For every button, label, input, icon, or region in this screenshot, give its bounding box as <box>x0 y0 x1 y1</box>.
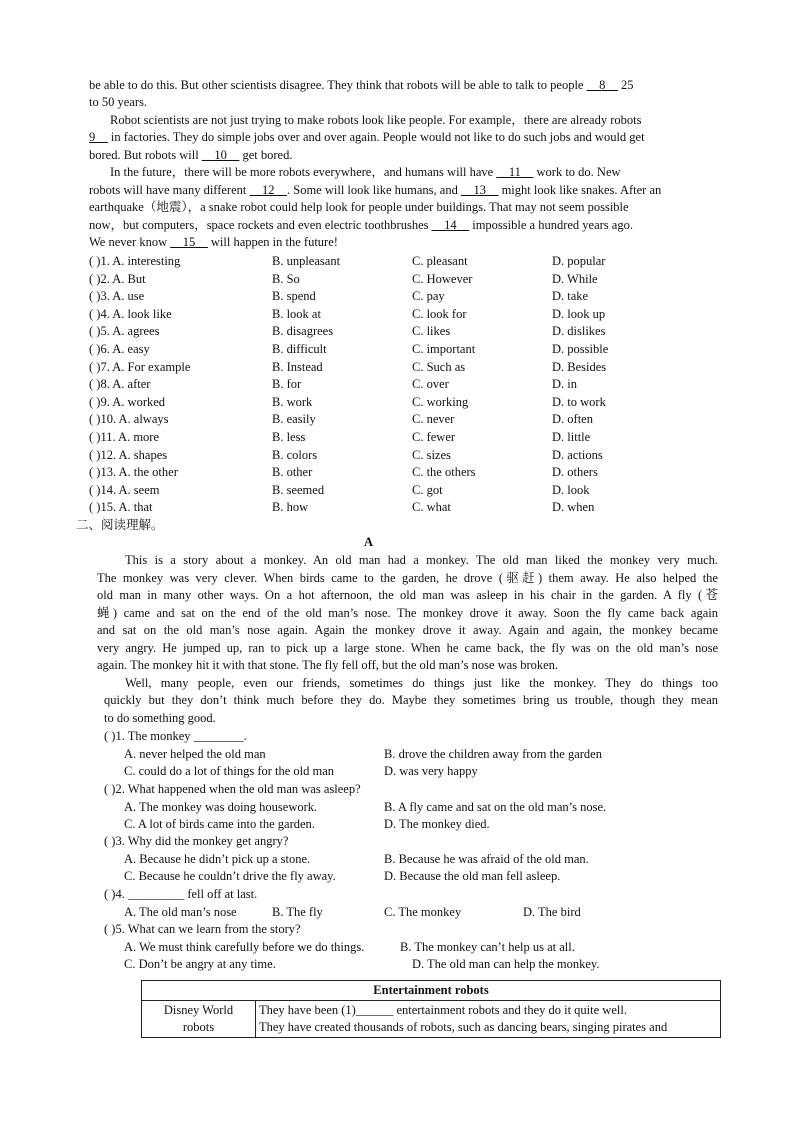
cloze-question-item: ( )9. A. worked <box>89 394 166 409</box>
cloze-option-c: C. However <box>412 271 473 286</box>
passage-line: 蝇) came and sat on the end of the old man’s nose. The monkey drove it away. Soon the fly came back again <box>97 605 718 620</box>
cloze-option-c: C. working <box>412 394 469 409</box>
section-title: 二、阅读理解。 <box>76 518 164 532</box>
cloze-option-d: D. look <box>552 482 590 497</box>
cloze-option-b: B. look at <box>272 306 321 321</box>
cloze-option-b: B. less <box>272 430 306 444</box>
cloze-option-c: C. sizes <box>412 447 451 462</box>
cloze-question-item: ( )13. A. the other <box>89 465 178 480</box>
blank-13: __13__ <box>460 183 499 197</box>
entertainment-robots-table <box>141 980 721 1038</box>
cloze-option-c: C. over <box>412 377 449 392</box>
cloze-option-d: D. While <box>552 271 598 286</box>
cloze-option-c: C. the others <box>412 465 476 480</box>
cloze-question-item: ( )7. A. For example <box>89 359 191 374</box>
passage-line: quickly but they don’t think much before they do. Maybe they sometimes bring us trouble, though they mean <box>104 693 718 707</box>
cloze-option-b: B. other <box>272 465 313 480</box>
cloze-option-d: D. actions <box>552 447 603 462</box>
reading-option-d: D. The bird <box>523 904 581 919</box>
reading-question-stem: ( )4. _________ fell off at last. <box>104 887 258 901</box>
reading-question-stem: ( )3. Why did the monkey get angry? <box>104 834 289 848</box>
reading-option-c: C. A lot of birds came into the garden. <box>124 817 315 831</box>
cloze-option-d: D. little <box>552 430 591 444</box>
reading-option-a: A. We must think carefully before we do things. <box>124 939 365 954</box>
cloze-option-d: D. to work <box>552 394 606 409</box>
cloze-question-item: ( )4. A. look like <box>89 306 172 321</box>
reading-question-stem: ( )1. The monkey ________. <box>104 729 247 743</box>
cloze-line-10: We never know __15__ will happen in the future! <box>89 235 338 249</box>
cloze-question-item: ( )1. A. interesting <box>89 254 181 268</box>
cloze-option-c: C. pay <box>412 289 445 304</box>
cloze-option-b: B. seemed <box>272 482 325 497</box>
cloze-option-b: B. work <box>272 394 313 409</box>
reading-option-a: A. The monkey was doing housework. <box>124 799 318 814</box>
blank-12: __12__ <box>249 183 287 197</box>
cloze-option-b: B. difficult <box>272 342 327 356</box>
cloze-option-b: B. how <box>272 500 309 515</box>
cloze-option-b: B. spend <box>272 289 316 304</box>
cloze-option-b: B. unpleasant <box>272 254 341 268</box>
reading-option-d: D. The old man can help the monkey. <box>412 957 600 971</box>
reading-question-stem: ( )5. What can we learn from the story? <box>104 922 301 936</box>
cloze-option-d: D. dislikes <box>552 324 606 339</box>
cloze-question-item: ( )3. A. use <box>89 289 145 304</box>
cloze-option-c: C. what <box>412 500 451 515</box>
cloze-line-6: In the future，there will be more robots everywhere，and humans will have __11__ work to do. New <box>110 165 621 179</box>
cloze-option-b: B. disagrees <box>272 324 334 339</box>
reading-option-c: C. Because he couldn’t drive the fly away. <box>124 869 336 883</box>
cloze-option-d: D. when <box>552 500 595 515</box>
passage-label: A <box>364 535 374 549</box>
passage-line: very angry. He jumped up, ran to pick up a large stone. When he came back, the fly was on the old man’s nose <box>97 640 718 655</box>
cloze-option-d: D. popular <box>552 254 606 268</box>
reading-option-c: C. could do a lot of things for the old man <box>124 764 335 778</box>
reading-option-b: B. A fly came and sat on the old man’s nose. <box>384 799 607 814</box>
reading-question-stem: ( )2. What happened when the old man was asleep? <box>104 782 361 796</box>
reading-option-d: D. was very happy <box>384 764 478 778</box>
passage-line: to do something good. <box>104 710 216 725</box>
cloze-question-item: ( )8. A. after <box>89 377 151 392</box>
reading-option-a: A. never helped the old man <box>124 746 266 761</box>
cloze-option-b: B. colors <box>272 447 318 462</box>
cloze-option-b: B. easily <box>272 412 316 427</box>
cloze-option-b: B. Instead <box>272 359 323 374</box>
reading-option-a: A. Because he didn’t pick up a stone. <box>124 851 311 866</box>
cloze-option-b: B. for <box>272 377 302 392</box>
cloze-line-9: now，but computers，space rockets and even electric toothbrushes __14__ impossible a hundred years ago. <box>89 218 633 232</box>
cloze-question-item: ( )11. A. more <box>89 430 160 444</box>
cloze-option-c: C. Such as <box>412 359 466 374</box>
reading-option-d: D. Because the old man fell asleep. <box>384 869 561 883</box>
cloze-option-c: C. look for <box>412 306 467 321</box>
reading-option-b: B. Because he was afraid of the old man. <box>384 851 589 866</box>
passage-line: old man in many other ways. On a hot afternoon, the old man was asleep in his chair in the garden. A fly (苍 <box>97 588 718 602</box>
cloze-line-8: earthquake（地震），a snake robot could help look for people under buildings. That may not seem possible <box>89 200 629 214</box>
reading-option-d: D. The monkey died. <box>384 817 490 831</box>
cloze-line-3: Robot scientists are not just trying to make robots look like people. For example，there are already robots <box>110 113 642 127</box>
reading-option-c: C. Don’t be angry at any time. <box>124 957 276 971</box>
cloze-option-c: C. pleasant <box>412 254 468 268</box>
reading-option-b: B. drove the children away from the garden <box>384 746 602 761</box>
reading-option-b: B. The fly <box>272 904 323 919</box>
cloze-option-c: C. never <box>412 412 455 427</box>
cloze-question-item: ( )15. A. that <box>89 500 153 515</box>
cloze-option-c: C. likes <box>412 324 451 339</box>
cloze-line-7: robots will have many different __12__. Some will look like humans, and __13__ might look like snakes. After an <box>89 183 662 197</box>
cloze-question-item: ( )6. A. easy <box>89 342 150 356</box>
cloze-option-c: C. fewer <box>412 430 456 444</box>
cloze-option-d: D. in <box>552 377 577 392</box>
cloze-question-item: ( )10. A. always <box>89 412 169 427</box>
table-row-label: Disney World robots <box>142 1001 256 1038</box>
blank-10: __10__ <box>201 148 240 162</box>
passage-line: The monkey was very clever. When birds came to the garden, he drove (驱赶) them away. He also helped the <box>97 570 718 585</box>
cloze-option-d: D. look up <box>552 306 606 321</box>
blank-15: __15__ <box>170 235 208 249</box>
blank-8: __8__ <box>586 78 618 92</box>
cloze-option-d: D. possible <box>552 342 609 356</box>
cloze-question-item: ( )12. A. shapes <box>89 447 168 462</box>
table-title: Entertainment robots <box>142 981 721 1001</box>
blank-11: __11__ <box>496 165 534 179</box>
cloze-option-d: D. often <box>552 412 593 427</box>
table-row-content: They have been (1)______ entertainment robots and they do it quite well. They have created thousands of robots, such as dancing bears, singing pirates and <box>256 1001 721 1038</box>
cloze-option-d: D. take <box>552 289 589 304</box>
passage-line: Well, many people, even our friends, sometimes do things just like the monkey. They do things too <box>125 675 718 690</box>
cloze-option-d: D. Besides <box>552 359 607 374</box>
passage-line: and sat on the old man’s nose again. Again the monkey drove it away. Again and again, the monkey became <box>97 623 718 637</box>
cloze-line-2: to 50 years. <box>89 95 147 109</box>
cloze-option-c: C. important <box>412 342 476 356</box>
cloze-line-4: 9__ in factories. They do simple jobs over and over again. People would not like to do such jobs and would get <box>89 130 645 144</box>
reading-option-b: B. The monkey can’t help us at all. <box>400 939 575 954</box>
passage-line: This is a story about a monkey. An old man had a monkey. The old man liked the monkey very much. <box>125 553 718 567</box>
blank-9: 9__ <box>89 130 108 144</box>
cloze-option-b: B. So <box>272 271 300 286</box>
blank-14: __14__ <box>431 218 470 232</box>
reading-option-a: A. The old man’s nose <box>124 904 237 919</box>
cloze-question-item: ( )5. A. agrees <box>89 324 160 339</box>
cloze-question-item: ( )14. A. seem <box>89 482 160 497</box>
cloze-line-5: bored. But robots will __10__ get bored. <box>89 148 293 162</box>
cloze-line-1: be able to do this. But other scientists disagree. They think that robots will be able to talk to people __8__ 25 <box>89 78 634 92</box>
cloze-option-c: C. got <box>412 482 443 497</box>
reading-option-c: C. The monkey <box>384 904 462 919</box>
cloze-option-d: D. others <box>552 465 598 480</box>
cloze-question-item: ( )2. A. But <box>89 271 146 286</box>
passage-line: again. The monkey hit it with that stone. The fly fell off, but the old man’s nose was broken. <box>97 658 559 672</box>
